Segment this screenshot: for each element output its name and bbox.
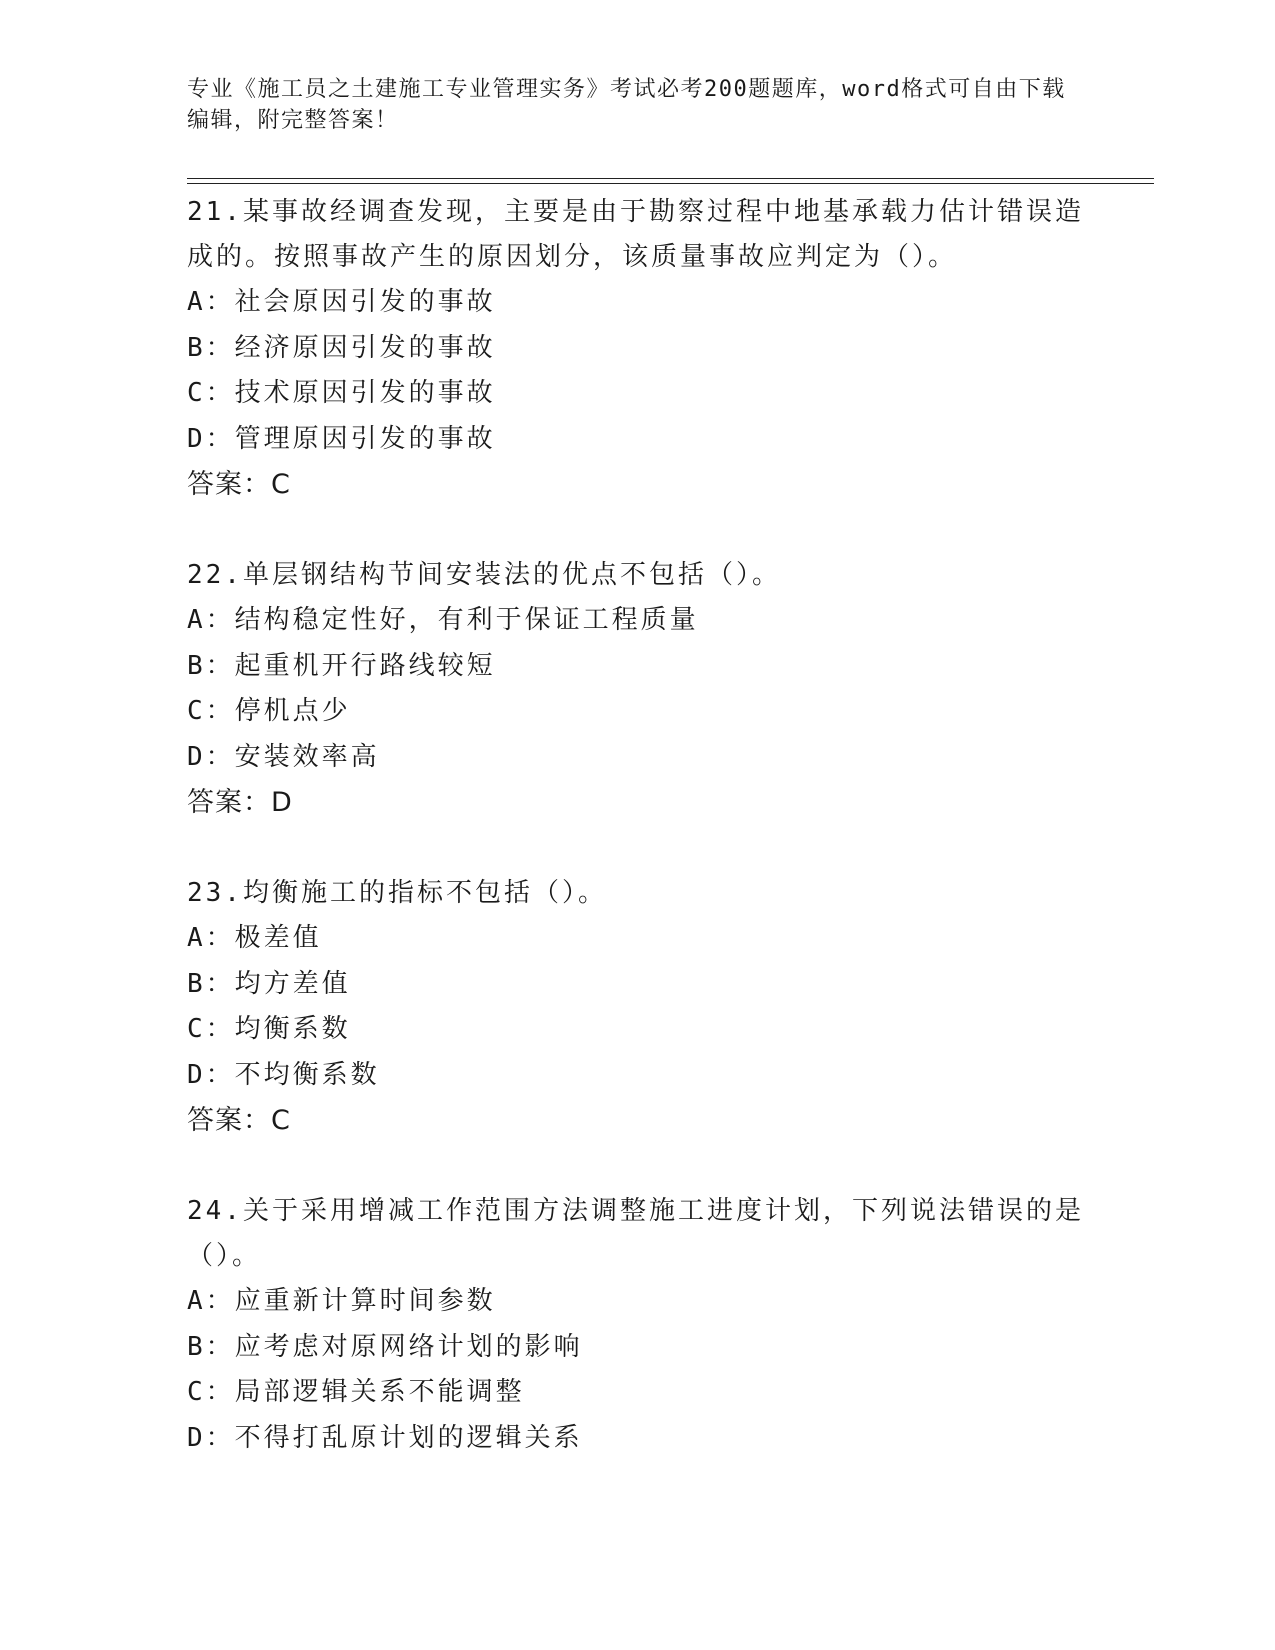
question-list	[187, 190, 1087, 1507]
question-stem: 24.关于采用增减工作范围方法调整施工进度计划，下列说法错误的是（）。	[187, 1196, 1084, 1271]
option-c: C：局部逻辑关系不能调整	[187, 1377, 525, 1407]
option-a: A：结构稳定性好，有利于保证工程质量	[187, 605, 699, 635]
question-stem: 23.均衡施工的指标不包括（）。	[187, 878, 607, 908]
header-rule-top	[187, 178, 1154, 179]
header-rule-bottom	[187, 183, 1154, 184]
option-a: A：极差值	[187, 923, 322, 953]
option-c: C：技术原因引发的事故	[187, 378, 496, 408]
option-d: D：不均衡系数	[187, 1059, 380, 1090]
option-d: D：不得打乱原计划的逻辑关系	[187, 1422, 583, 1453]
question-21	[187, 190, 1087, 507]
option-b: B：起重机开行路线较短	[187, 650, 496, 681]
option-c: C：停机点少	[187, 696, 351, 726]
question-23	[187, 871, 1087, 1143]
answer: 答案：C	[187, 469, 291, 500]
question-22	[187, 553, 1087, 825]
option-b: B：均方差值	[187, 968, 351, 999]
question-stem: 21.某事故经调查发现，主要是由于勘察过程中地基承载力估计错误造成的。按照事故产生的原因划分，该质量事故应判定为（）。	[187, 197, 1084, 272]
option-c: C：均衡系数	[187, 1014, 351, 1044]
option-a: A：社会原因引发的事故	[187, 287, 496, 317]
question-24	[187, 1189, 1087, 1461]
option-d: D：管理原因引发的事故	[187, 423, 496, 454]
option-b: B：应考虑对原网络计划的影响	[187, 1331, 583, 1362]
question-stem: 22.单层钢结构节间安装法的优点不包括（）。	[187, 560, 781, 590]
document-header: 专业《施工员之土建施工专业管理实务》考试必考200题题库，word格式可自由下载编辑，附完整答案！	[187, 77, 1066, 133]
option-a: A：应重新计算时间参数	[187, 1286, 496, 1316]
option-d: D：安装效率高	[187, 741, 380, 772]
answer: 答案：D	[187, 787, 293, 818]
option-b: B：经济原因引发的事故	[187, 332, 496, 363]
answer: 答案：C	[187, 1105, 291, 1136]
